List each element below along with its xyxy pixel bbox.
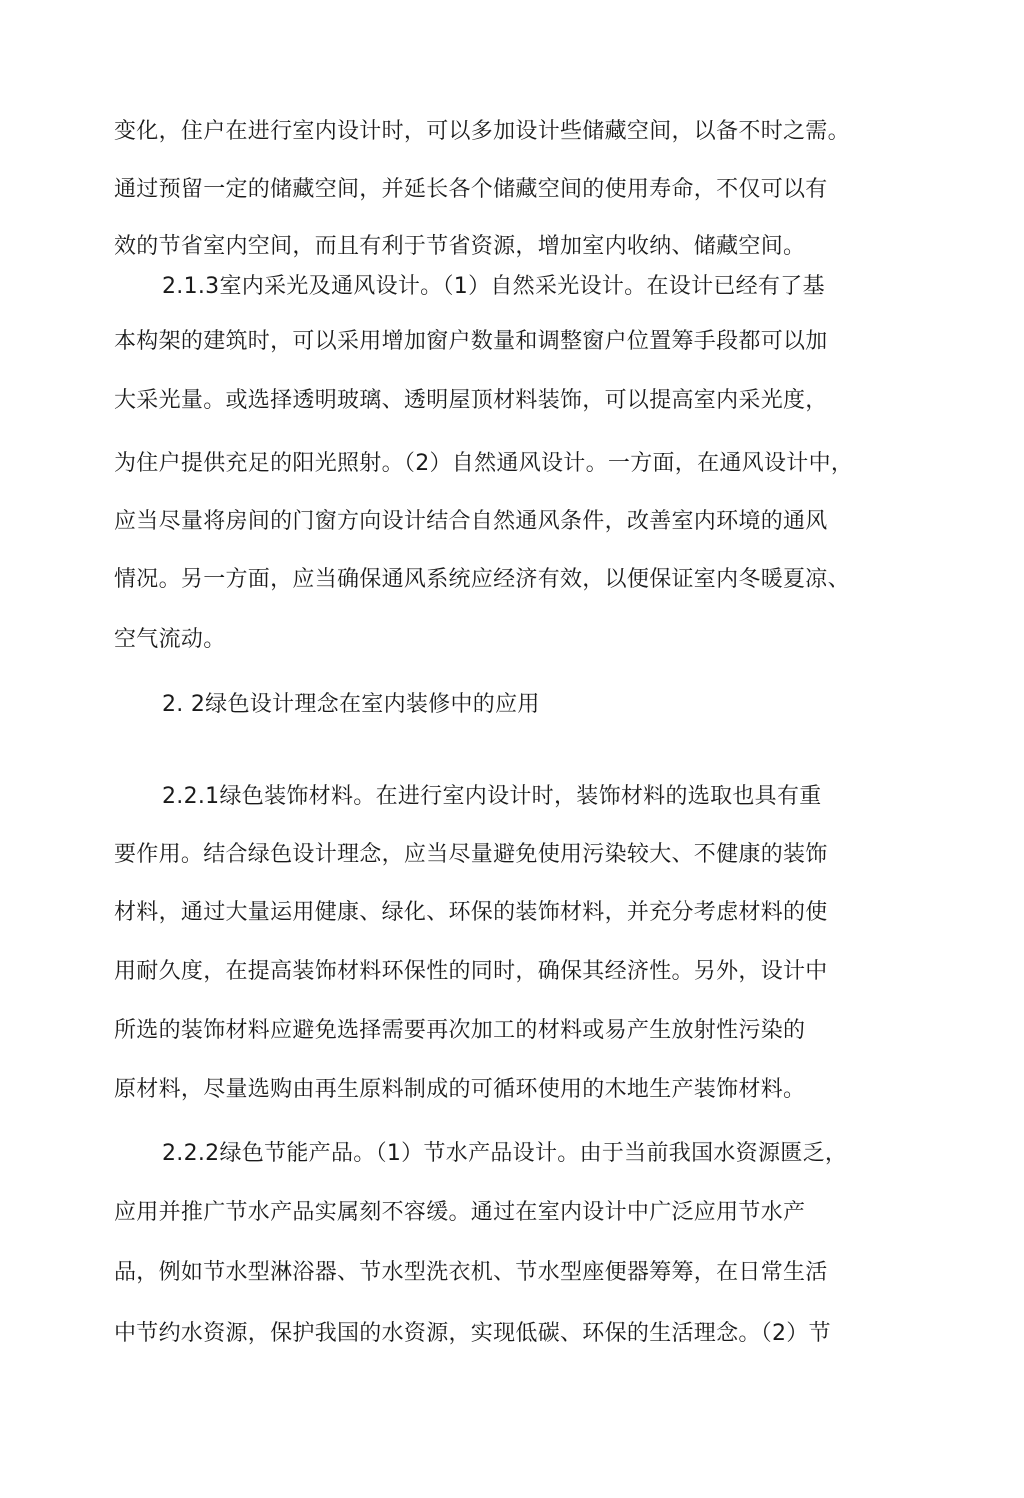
paragraph-line: 为住户提供充足的阳光照射。（2）自然通风设计。一方面，在通风设计中，: [114, 451, 854, 476]
paragraph-line: 本构架的建筑时，可以采用增加窗户数量和调整窗户位置筹手段都可以加: [114, 329, 828, 354]
paragraph-line: 材料，通过大量运用健康、绿化、环保的装饰材料，并充分考虑材料的使: [114, 900, 828, 925]
paragraph-line: 情况。另一方面，应当确保通风系统应经济有效，以便保证室内冬暖夏凉、: [114, 567, 850, 592]
paragraph-line: 空气流动。: [114, 627, 226, 652]
paragraph-line: 2.2.1绿色装饰材料。在进行室内设计时，装饰材料的选取也具有重: [162, 784, 822, 809]
paragraph-line: 中节约水资源，保护我国的水资源，实现低碳、环保的生活理念。（2）节: [114, 1321, 831, 1346]
paragraph-line: 变化，住户在进行室内设计时，可以多加设计些储藏空间，以备不时之需。: [114, 119, 850, 144]
paragraph-line: 2.1.3室内采光及通风设计。（1）自然采光设计。在设计已经有了基: [162, 274, 825, 299]
paragraph-line: 原材料，尽量选购由再生原料制成的可循环使用的木地生产装饰材料。: [114, 1077, 806, 1102]
paragraph-line: 所选的装饰材料应避免选择需要再次加工的材料或易产生放射性污染的: [114, 1018, 806, 1043]
paragraph-line: 大采光量。或选择透明玻璃、透明屋顶材料装饰，可以提高室内采光度，: [114, 388, 828, 413]
paragraph-line: 应用并推广节水产品实属刻不容缓。通过在室内设计中广泛应用节水产: [114, 1200, 806, 1225]
section-heading: 2. 2绿色设计理念在室内装修中的应用: [162, 692, 540, 717]
paragraph-line: 应当尽量将房间的门窗方向设计结合自然通风条件，改善室内环境的通风: [114, 509, 828, 534]
paragraph-line: 2.2.2绿色节能产品。（1）节水产品设计。由于当前我国水资源匮乏，: [162, 1141, 848, 1166]
paragraph-line: 要作用。结合绿色设计理念，应当尽量避免使用污染较大、不健康的装饰: [114, 842, 828, 867]
paragraph-line: 效的节省室内空间，而且有利于节省资源，增加室内收纳、储藏空间。: [114, 234, 806, 259]
paragraph-line: 品，例如节水型淋浴器、节水型洗衣机、节水型座便器筹筹，在日常生活: [114, 1260, 828, 1285]
paragraph-line: 通过预留一定的储藏空间，并延长各个储藏空间的使用寿命，不仅可以有: [114, 177, 828, 202]
paragraph-line: 用耐久度，在提高装饰材料环保性的同时，确保其经济性。另外，设计中: [114, 959, 828, 984]
